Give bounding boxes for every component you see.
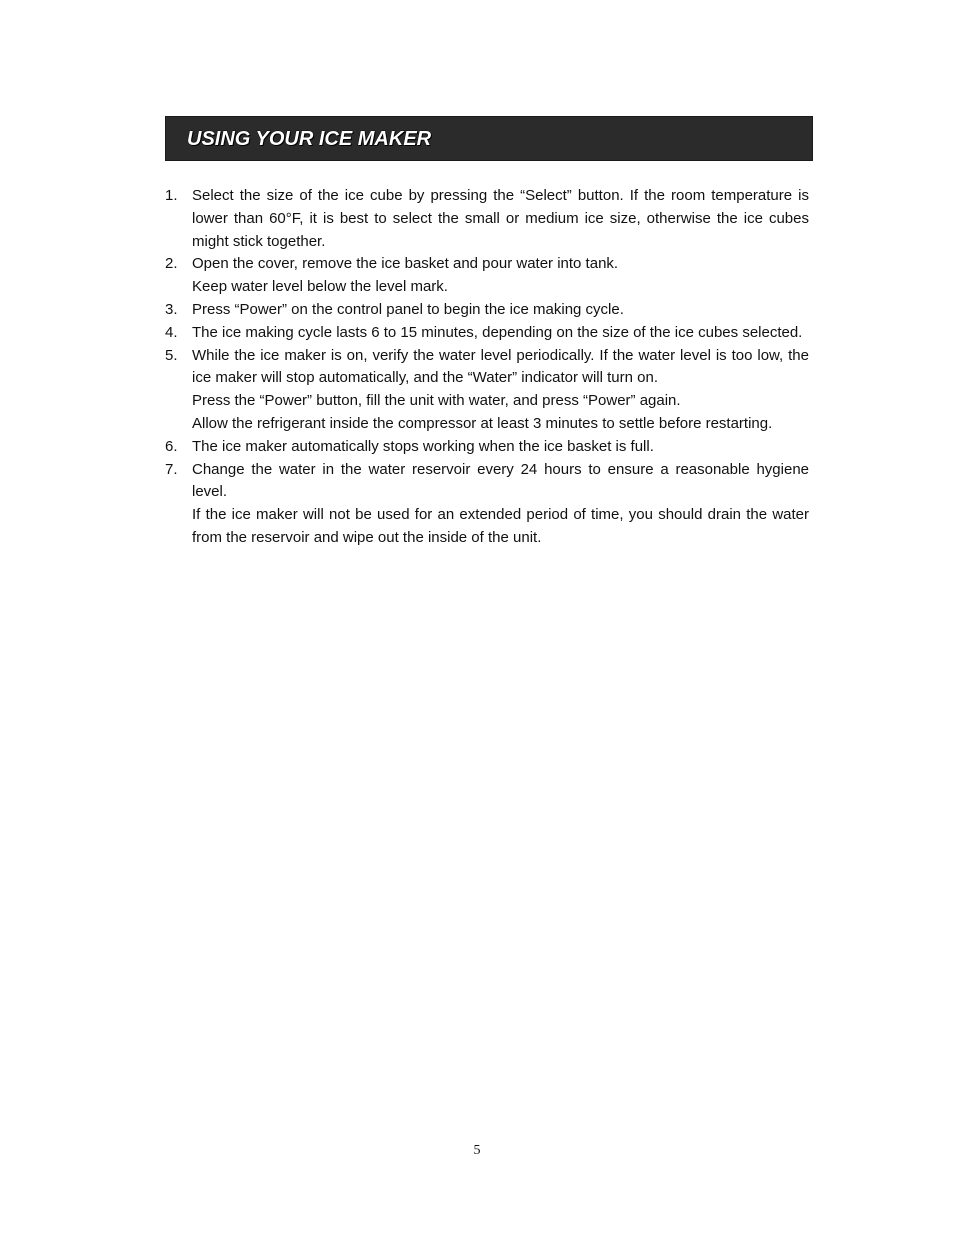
list-item (165, 345, 809, 436)
list-item (165, 253, 809, 299)
step-text: The ice maker automatically stops working when the ice basket is full. (192, 437, 654, 455)
list-item (165, 299, 809, 322)
step-number: 3. (165, 300, 178, 318)
step-text: Keep water level below the level mark. (192, 278, 448, 296)
step-text: The ice making cycle lasts 6 to 15 minutes, depending on the size of the ice cubes selected. (192, 323, 803, 341)
list-item (165, 322, 809, 345)
step-number: 5. (165, 346, 178, 364)
step-number: 4. (165, 323, 178, 341)
step-number: 7. (165, 460, 178, 478)
step-text: Change the water in the water reservoir every 24 hours to ensure a reasonable hygiene level. (192, 460, 809, 501)
step-text: Press “Power” on the control panel to begin the ice making cycle. (192, 300, 624, 318)
step-text: Open the cover, remove the ice basket and pour water into tank. (192, 255, 619, 273)
list-item (165, 459, 809, 550)
section-header-bar (165, 116, 813, 161)
step-text: Press the “Power” button, fill the unit with water, and press “Power” again. (192, 392, 681, 410)
step-text: Select the size of the ice cube by pressing the “Select” button. If the room temperature is lower than 60°F, it is best to select the small or medium ice size, otherwise the ice cubes might stick together. (192, 187, 809, 250)
section-title: USING YOUR ICE MAKER (187, 128, 432, 150)
step-text: Allow the refrigerant inside the compressor at least 3 minutes to settle before restarting. (192, 414, 773, 432)
step-number: 1. (165, 187, 178, 204)
list-item (165, 185, 809, 253)
page-number: 5 (473, 1143, 481, 1158)
instruction-list (165, 185, 809, 550)
step-text: While the ice maker is on, verify the water level periodically. If the water level is too low, the ice maker will stop automatically, and the “Water” indicator will turn on. (192, 346, 809, 387)
step-number: 6. (165, 437, 178, 455)
list-item (165, 436, 809, 459)
step-text: If the ice maker will not be used for an extended period of time, you should drain the water from the reservoir and wipe out the inside of the unit. (192, 506, 809, 546)
step-number: 2. (165, 255, 178, 273)
